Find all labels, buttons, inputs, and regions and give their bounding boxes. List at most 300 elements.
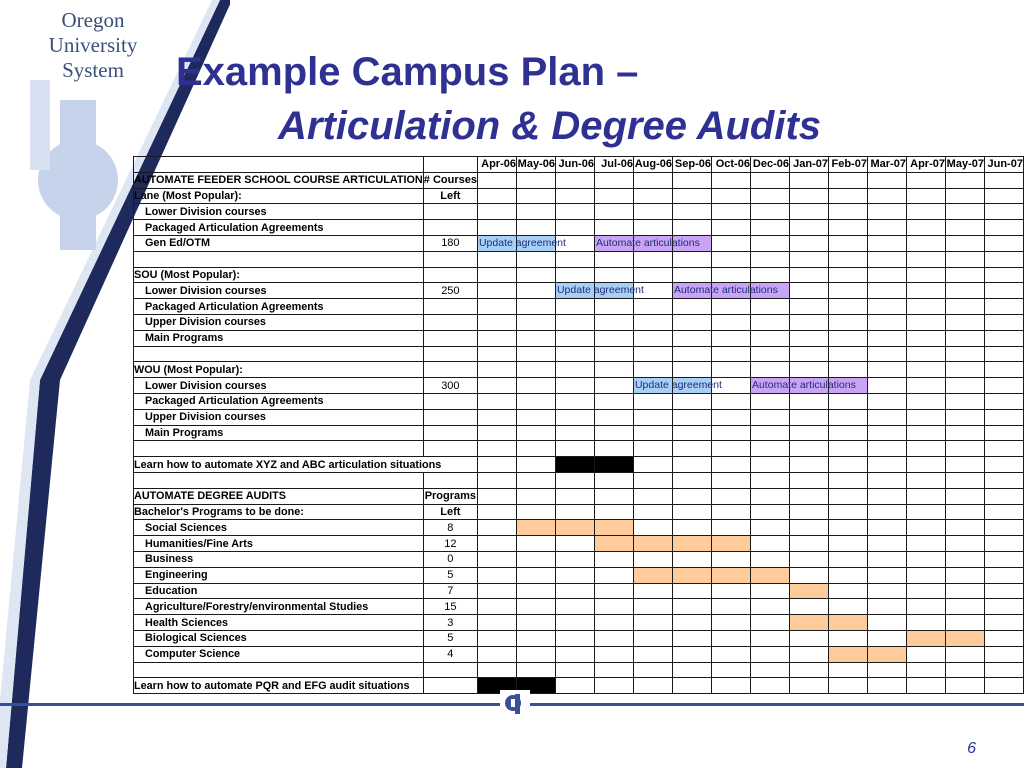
- month-cell: [789, 409, 828, 425]
- row-label: Biological Sciences: [134, 630, 424, 646]
- month-cell: [828, 520, 867, 536]
- month-cell: [867, 504, 906, 520]
- month-cell: [828, 330, 867, 346]
- month-cell: [711, 393, 750, 409]
- table-row: [134, 425, 1024, 441]
- table-row: [134, 567, 1024, 583]
- month-cell: [750, 662, 789, 678]
- month-cell: [906, 283, 945, 299]
- month-cell: [555, 630, 594, 646]
- timeline-bar-cell-update: [555, 283, 644, 299]
- table-row: [134, 662, 1024, 678]
- month-cell: [945, 314, 984, 330]
- month-cell: [828, 362, 867, 378]
- month-cell: [867, 172, 906, 188]
- month-cell: [594, 204, 633, 220]
- month-cell: [750, 220, 789, 236]
- month-cell: [516, 583, 555, 599]
- month-cell: [984, 630, 1023, 646]
- month-cell: [672, 314, 711, 330]
- timeline-bar-cell-peach: [672, 536, 711, 552]
- table-row: [134, 457, 1024, 473]
- month-cell: [516, 536, 555, 552]
- row-label: Upper Division courses: [134, 409, 424, 425]
- month-cell: [594, 504, 633, 520]
- month-cell: [672, 662, 711, 678]
- row-label: Packaged Articulation Agreements: [134, 393, 424, 409]
- month-cell: [555, 314, 594, 330]
- month-cell: [594, 488, 633, 504]
- month-cell: [828, 251, 867, 267]
- month-cell: [828, 393, 867, 409]
- month-cell: [555, 536, 594, 552]
- table-row: [134, 393, 1024, 409]
- table-row: [134, 488, 1024, 504]
- row-label: Agriculture/Forestry/environmental Studies: [134, 599, 424, 615]
- month-cell: [867, 314, 906, 330]
- month-cell: [594, 551, 633, 567]
- month-cell: [672, 188, 711, 204]
- row-label: Computer Science: [134, 646, 424, 662]
- month-cell: [711, 362, 750, 378]
- month-cell: [789, 283, 828, 299]
- month-cell: [945, 472, 984, 488]
- month-cell: [477, 362, 516, 378]
- month-cell: [789, 678, 828, 694]
- month-cell: [711, 267, 750, 283]
- month-cell: [945, 409, 984, 425]
- month-cell: [477, 220, 516, 236]
- month-cell: [906, 472, 945, 488]
- month-cell: [711, 409, 750, 425]
- month-cell: [945, 662, 984, 678]
- month-cell: [672, 346, 711, 362]
- month-cell: [945, 567, 984, 583]
- month-cell: [867, 599, 906, 615]
- table-row: [134, 378, 1024, 394]
- timeline-bar-cell-black: [555, 457, 594, 473]
- month-header: Apr-06: [477, 157, 516, 173]
- month-cell: [594, 567, 633, 583]
- month-cell: [555, 615, 594, 631]
- month-cell: [633, 330, 672, 346]
- month-cell: [984, 188, 1023, 204]
- month-cell: [633, 678, 672, 694]
- month-cell: [945, 235, 984, 251]
- month-cell: [633, 188, 672, 204]
- month-cell: [750, 267, 789, 283]
- month-cell: [789, 330, 828, 346]
- month-cell: [984, 314, 1023, 330]
- month-cell: [906, 536, 945, 552]
- table-row: [134, 678, 1024, 694]
- month-cell: [633, 409, 672, 425]
- row-count: 250: [423, 283, 477, 299]
- month-cell: [555, 220, 594, 236]
- row-count: [423, 299, 477, 315]
- month-cell: [477, 630, 516, 646]
- timeline-bar-cell-update: [477, 235, 566, 251]
- month-cell: [633, 172, 672, 188]
- timeline-bar-cell-black: [594, 457, 633, 473]
- row-label: SOU (Most Popular):: [134, 267, 424, 283]
- row-label: Main Programs: [134, 425, 424, 441]
- row-label: Business: [134, 551, 424, 567]
- month-cell: [672, 599, 711, 615]
- row-count: # Courses: [423, 174, 477, 187]
- month-header: Feb-07: [828, 157, 867, 173]
- month-cell: [711, 425, 750, 441]
- month-cell: [555, 393, 594, 409]
- table-row: [134, 646, 1024, 662]
- month-cell: [750, 330, 789, 346]
- table-row: [134, 520, 1024, 536]
- month-cell: [672, 409, 711, 425]
- header-label-cell: [134, 157, 424, 173]
- month-cell: [867, 362, 906, 378]
- month-cell: [594, 472, 633, 488]
- month-cell: [750, 504, 789, 520]
- month-cell: [516, 204, 555, 220]
- row-count: Programs: [424, 490, 477, 503]
- month-cell: [594, 346, 633, 362]
- month-cell: [867, 567, 906, 583]
- timeline-bar-cell-peach: [750, 567, 789, 583]
- row-label: Gen Ed/OTM: [134, 235, 424, 251]
- month-cell: [828, 457, 867, 473]
- month-cell: [477, 441, 516, 457]
- month-cell: [750, 583, 789, 599]
- month-cell: [828, 299, 867, 315]
- month-cell: [711, 583, 750, 599]
- month-cell: [984, 520, 1023, 536]
- month-cell: [672, 299, 711, 315]
- month-cell: [789, 172, 828, 188]
- month-cell: [516, 330, 555, 346]
- month-cell: [828, 678, 867, 694]
- month-cell: [594, 662, 633, 678]
- month-cell: [672, 488, 711, 504]
- month-cell: [828, 172, 867, 188]
- month-cell: [555, 204, 594, 220]
- month-cell: [672, 425, 711, 441]
- header-count-cell: [423, 157, 477, 173]
- table-row: [134, 472, 1024, 488]
- month-cell: [594, 615, 633, 631]
- month-cell: [477, 551, 516, 567]
- month-cell: [711, 172, 750, 188]
- table-row: [134, 346, 1024, 362]
- month-cell: [789, 457, 828, 473]
- month-cell: [750, 188, 789, 204]
- month-cell: [477, 599, 516, 615]
- month-cell: [750, 172, 789, 188]
- month-cell: [906, 488, 945, 504]
- month-cell: [906, 583, 945, 599]
- month-cell: [711, 235, 750, 251]
- month-cell: [789, 520, 828, 536]
- month-cell: [750, 251, 789, 267]
- row-count: [423, 393, 477, 409]
- month-cell: [477, 425, 516, 441]
- month-cell: [516, 188, 555, 204]
- month-cell: [594, 409, 633, 425]
- row-label: Lane (Most Popular):: [134, 188, 424, 204]
- month-cell: [789, 314, 828, 330]
- month-cell: [906, 599, 945, 615]
- month-cell: [945, 551, 984, 567]
- table-row: [134, 441, 1024, 457]
- month-cell: [867, 678, 906, 694]
- row-label: Learn how to automate PQR and EFG audit situations: [134, 678, 424, 694]
- month-cell: [633, 599, 672, 615]
- month-cell: [789, 393, 828, 409]
- month-cell: [633, 314, 672, 330]
- month-cell: [828, 220, 867, 236]
- month-cell: [555, 551, 594, 567]
- month-cell: [516, 378, 555, 394]
- month-cell: [750, 299, 789, 315]
- month-cell: [477, 346, 516, 362]
- table-row: [134, 362, 1024, 378]
- month-cell: [594, 583, 633, 599]
- month-cell: [906, 662, 945, 678]
- month-cell: [594, 646, 633, 662]
- table-row: [134, 615, 1024, 631]
- month-cell: [633, 267, 672, 283]
- row-count: Left: [423, 504, 477, 520]
- month-cell: [789, 346, 828, 362]
- month-cell: [477, 457, 516, 473]
- month-cell: [750, 362, 789, 378]
- month-cell: [555, 567, 594, 583]
- row-count: [423, 314, 477, 330]
- month-cell: [477, 330, 516, 346]
- month-cell: [945, 299, 984, 315]
- month-cell: [945, 251, 984, 267]
- month-cell: [711, 488, 750, 504]
- month-cell: [867, 393, 906, 409]
- month-cell: [633, 646, 672, 662]
- month-cell: [906, 457, 945, 473]
- month-cell: [516, 393, 555, 409]
- month-cell: [711, 599, 750, 615]
- month-cell: [945, 362, 984, 378]
- month-cell: [906, 504, 945, 520]
- timeline-bar-cell-peach: [945, 630, 984, 646]
- month-header: Jun-06: [555, 157, 594, 173]
- month-cell: [633, 362, 672, 378]
- month-cell: [984, 409, 1023, 425]
- month-cell: [633, 520, 672, 536]
- month-cell: [867, 615, 906, 631]
- month-cell: [789, 362, 828, 378]
- timeline-bar-cell-peach: [672, 567, 711, 583]
- month-cell: [828, 188, 867, 204]
- month-cell: [945, 536, 984, 552]
- month-cell: [906, 172, 945, 188]
- timeline-bar-cell-peach: [789, 583, 828, 599]
- month-cell: [984, 346, 1023, 362]
- month-cell: [945, 646, 984, 662]
- row-label: Lower Division courses: [134, 378, 424, 394]
- month-cell: [750, 551, 789, 567]
- month-cell: [516, 662, 555, 678]
- month-cell: [789, 567, 828, 583]
- month-cell: [828, 235, 867, 251]
- month-cell: [984, 283, 1023, 299]
- month-cell: [828, 314, 867, 330]
- month-cell: [555, 267, 594, 283]
- automate-articulations-label: Automate articulations: [595, 236, 700, 249]
- month-cell: [984, 362, 1023, 378]
- month-cell: [906, 346, 945, 362]
- month-cell: [867, 267, 906, 283]
- month-cell: [672, 220, 711, 236]
- row-label: Lower Division courses: [134, 283, 424, 299]
- month-cell: [477, 504, 516, 520]
- month-cell: [711, 330, 750, 346]
- month-cell: [633, 583, 672, 599]
- month-cell: [789, 251, 828, 267]
- month-cell: [516, 425, 555, 441]
- month-cell: [711, 662, 750, 678]
- month-cell: [711, 520, 750, 536]
- month-cell: [867, 551, 906, 567]
- month-cell: [516, 299, 555, 315]
- month-cell: [711, 299, 750, 315]
- month-cell: [672, 362, 711, 378]
- timeline-bar-cell-peach: [828, 646, 867, 662]
- month-cell: [477, 283, 516, 299]
- row-label: Education: [134, 583, 424, 599]
- month-cell: [594, 378, 633, 394]
- month-cell: [633, 472, 672, 488]
- month-cell: [984, 536, 1023, 552]
- month-cell: [516, 251, 555, 267]
- month-cell: [516, 472, 555, 488]
- month-cell: [867, 346, 906, 362]
- month-cell: [750, 346, 789, 362]
- row-count: 5: [423, 567, 477, 583]
- month-cell: [516, 267, 555, 283]
- month-cell: [477, 646, 516, 662]
- month-cell: [594, 362, 633, 378]
- month-cell: [477, 299, 516, 315]
- month-cell: [477, 409, 516, 425]
- month-cell: [906, 204, 945, 220]
- month-cell: [945, 583, 984, 599]
- month-cell: [633, 220, 672, 236]
- month-cell: [594, 188, 633, 204]
- month-cell: [555, 488, 594, 504]
- month-cell: [945, 267, 984, 283]
- month-cell: [516, 362, 555, 378]
- month-cell: [555, 188, 594, 204]
- month-cell: [945, 346, 984, 362]
- month-cell: [984, 567, 1023, 583]
- month-cell: [867, 520, 906, 536]
- month-cell: [633, 551, 672, 567]
- month-cell: [633, 251, 672, 267]
- month-cell: [789, 425, 828, 441]
- automate-articulations-label: Automate articulations: [673, 284, 778, 297]
- row-label: Learn how to automate XYZ and ABC articulation situations: [134, 457, 478, 473]
- row-label: Humanities/Fine Arts: [134, 536, 424, 552]
- month-cell: [828, 441, 867, 457]
- footer-logo-icon: [500, 690, 530, 716]
- month-header: Oct-06: [711, 157, 750, 173]
- month-header: May-06: [517, 158, 555, 171]
- month-cell: [633, 299, 672, 315]
- row-count: [423, 472, 477, 488]
- month-cell: [945, 283, 984, 299]
- table-row: [134, 188, 1024, 204]
- month-cell: [711, 678, 750, 694]
- month-cell: [672, 330, 711, 346]
- month-cell: [984, 599, 1023, 615]
- month-cell: [750, 520, 789, 536]
- month-cell: [672, 678, 711, 694]
- month-cell: [633, 615, 672, 631]
- slide-title-line-2: Articulation & Degree Audits: [278, 104, 822, 148]
- month-cell: [516, 599, 555, 615]
- row-count: 12: [423, 536, 477, 552]
- row-count: [423, 330, 477, 346]
- month-cell: [594, 425, 633, 441]
- month-cell: [594, 599, 633, 615]
- month-cell: [477, 267, 516, 283]
- month-cell: [789, 488, 828, 504]
- row-count: 5: [423, 630, 477, 646]
- month-cell: [672, 204, 711, 220]
- month-cell: [984, 267, 1023, 283]
- table-row: [134, 204, 1024, 220]
- row-label: [134, 251, 424, 267]
- month-cell: [594, 314, 633, 330]
- month-cell: [750, 488, 789, 504]
- month-cell: [594, 393, 633, 409]
- month-cell: [633, 488, 672, 504]
- month-cell: [984, 299, 1023, 315]
- month-cell: [750, 425, 789, 441]
- month-cell: [750, 599, 789, 615]
- row-count: 7: [423, 583, 477, 599]
- month-cell: [906, 330, 945, 346]
- month-cell: [477, 615, 516, 631]
- month-cell: [711, 220, 750, 236]
- month-cell: [516, 504, 555, 520]
- month-cell: [867, 378, 906, 394]
- month-cell: [477, 314, 516, 330]
- month-cell: [516, 567, 555, 583]
- month-cell: [867, 188, 906, 204]
- month-cell: [672, 615, 711, 631]
- month-cell: [750, 536, 789, 552]
- row-count: 300: [423, 378, 477, 394]
- month-cell: [555, 678, 594, 694]
- month-cell: [516, 172, 555, 188]
- month-cell: [555, 299, 594, 315]
- table-row: [134, 551, 1024, 567]
- month-cell: [750, 646, 789, 662]
- month-cell: [477, 204, 516, 220]
- month-cell: [672, 551, 711, 567]
- timeline-bar-cell-automate: [594, 235, 700, 251]
- timeline-bar-cell-peach: [555, 520, 594, 536]
- table-row: [134, 220, 1024, 236]
- month-cell: [633, 504, 672, 520]
